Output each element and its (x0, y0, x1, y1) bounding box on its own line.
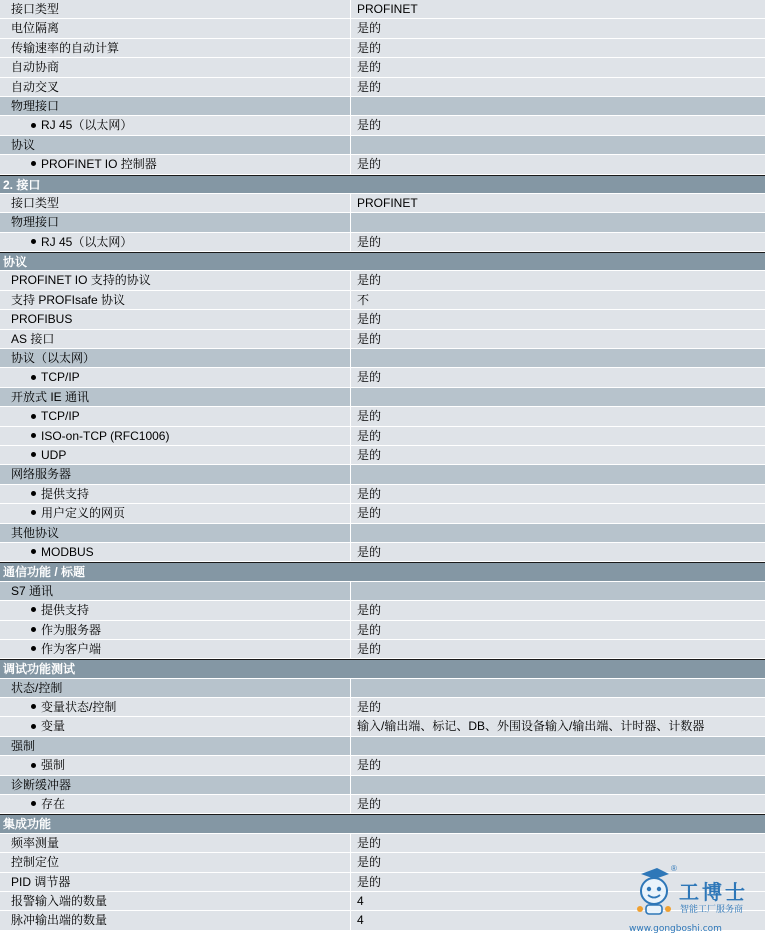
spec-row (0, 756, 765, 775)
row-label: ISO-on-TCP (RFC1006) (41, 428, 170, 443)
section-title: 协议 (3, 255, 28, 270)
row-value (350, 388, 765, 406)
row-value (350, 213, 765, 231)
bullet-icon (31, 452, 36, 457)
spec-row (0, 407, 765, 426)
spec-row (0, 155, 765, 174)
row-value: PROFINET (350, 194, 765, 212)
spec-row (0, 194, 765, 213)
row-value: 是的 (350, 78, 765, 96)
row-value (350, 136, 765, 154)
row-value: 不 (350, 291, 765, 309)
row-label: 自动交叉 (11, 79, 60, 94)
row-label: MODBUS (41, 544, 94, 559)
gongboshi-watermark (627, 864, 763, 940)
watermark-brand: 工博士 (679, 880, 748, 904)
spec-row (0, 0, 765, 19)
bullet-icon (31, 433, 36, 438)
row-label: 物理接口 (11, 98, 60, 113)
row-value: 是的 (350, 58, 765, 76)
row-value: 是的 (350, 407, 765, 425)
spec-row (0, 58, 765, 77)
bullet-icon (31, 704, 36, 709)
row-label: 提供支持 (41, 603, 90, 618)
row-label: PROFINET IO 控制器 (41, 157, 157, 172)
spec-row (0, 485, 765, 504)
subgroup-row (0, 776, 765, 795)
row-value: 是的 (350, 640, 765, 658)
row-label: 强制 (41, 758, 66, 773)
section-title: 调试功能测试 (3, 662, 76, 677)
row-value (350, 524, 765, 542)
subgroup-row (0, 737, 765, 756)
bullet-icon (31, 491, 36, 496)
section-title: 通信功能 / 标题 (3, 565, 86, 580)
row-value: 是的 (350, 873, 765, 891)
row-label: 接口类型 (11, 2, 60, 16)
row-value: 是的 (350, 698, 765, 716)
row-label: 电位隔离 (11, 21, 60, 36)
bullet-icon (31, 763, 36, 768)
watermark-tagline: 智能工厂服务商 (680, 905, 744, 915)
row-label: 变量状态/控制 (41, 700, 117, 715)
row-value: 是的 (350, 330, 765, 348)
row-label: 报警输入端的数量 (11, 893, 108, 908)
spec-row (0, 19, 765, 38)
row-label: 强制 (11, 738, 36, 753)
row-label: 诊断缓冲器 (11, 777, 72, 792)
row-label: TCP/IP (41, 409, 80, 424)
row-value: 是的 (350, 19, 765, 37)
row-label: PROFIBUS (11, 312, 73, 327)
row-label: 控制定位 (11, 855, 60, 870)
row-label: 频率测量 (11, 835, 60, 850)
row-value: 是的 (350, 621, 765, 639)
row-label: PID 调节器 (11, 874, 71, 889)
bullet-icon (31, 239, 36, 244)
spec-row (0, 39, 765, 58)
spec-row (0, 601, 765, 620)
row-label: RJ 45（以太网） (41, 234, 133, 249)
spec-row (0, 310, 765, 329)
row-value: 是的 (350, 853, 765, 871)
row-label: 接口类型 (11, 195, 60, 210)
spec-row (0, 504, 765, 523)
row-value (350, 465, 765, 483)
row-label: 存在 (41, 797, 66, 812)
spec-row (0, 368, 765, 387)
spec-row (0, 291, 765, 310)
row-value: 是的 (350, 504, 765, 522)
row-label: 自动协商 (11, 60, 60, 75)
subgroup-row (0, 465, 765, 484)
spec-row (0, 621, 765, 640)
row-value: 是的 (350, 543, 765, 561)
row-label: 作为服务器 (41, 622, 102, 637)
spec-row (0, 233, 765, 252)
row-value: 是的 (350, 756, 765, 774)
spec-row (0, 640, 765, 659)
row-label: 变量 (41, 719, 66, 734)
spec-row (0, 116, 765, 135)
row-label: 开放式 IE 通讯 (11, 389, 90, 404)
row-value: 4 (350, 911, 765, 929)
row-value: 是的 (350, 427, 765, 445)
row-label: 作为客户端 (41, 641, 102, 656)
row-value: 是的 (350, 116, 765, 134)
spec-row (0, 834, 765, 853)
row-value: 是的 (350, 271, 765, 289)
watermark-url: www.gongboshi.com (629, 924, 722, 934)
row-label: 其他协议 (11, 525, 60, 540)
subgroup-row (0, 97, 765, 116)
row-value: 是的 (350, 601, 765, 619)
bullet-icon (31, 123, 36, 128)
bullet-icon (31, 801, 36, 806)
row-value: 输入/输出端、标记、DB、外围设备输入/输出端、计时器、计数器 (350, 717, 765, 735)
subgroup-row (0, 679, 765, 698)
row-value (350, 582, 765, 600)
row-label: 用户定义的网页 (41, 506, 126, 521)
row-value: 是的 (350, 233, 765, 251)
row-value: 是的 (350, 485, 765, 503)
spec-row (0, 543, 765, 562)
row-label: UDP (41, 447, 67, 462)
row-value (350, 737, 765, 755)
row-value: 是的 (350, 39, 765, 57)
bullet-icon (31, 161, 36, 166)
subgroup-row (0, 524, 765, 543)
spec-row (0, 698, 765, 717)
row-label: TCP/IP (41, 370, 80, 385)
bullet-icon (31, 414, 36, 419)
row-value (350, 97, 765, 115)
row-label: 协议 (11, 137, 36, 152)
spec-row (0, 78, 765, 97)
section-header (0, 814, 765, 833)
spec-row (0, 330, 765, 349)
subgroup-row (0, 582, 765, 601)
row-value (350, 679, 765, 697)
row-value: PROFINET (350, 0, 765, 18)
row-value: 是的 (350, 795, 765, 813)
spec-row (0, 446, 765, 465)
row-value: 是的 (350, 834, 765, 852)
spec-row (0, 717, 765, 736)
bullet-icon (31, 724, 36, 729)
subgroup-row (0, 213, 765, 232)
row-label: 状态/控制 (11, 680, 63, 695)
row-value: 是的 (350, 446, 765, 464)
section-header (0, 252, 765, 271)
bullet-icon (31, 549, 36, 554)
row-label: PROFINET IO 支持的协议 (11, 273, 151, 288)
subgroup-row (0, 388, 765, 407)
row-label: 协议（以太网） (11, 351, 96, 366)
row-value (350, 349, 765, 367)
bullet-icon (31, 375, 36, 380)
row-label: 脉冲输出端的数量 (11, 913, 108, 928)
row-value: 是的 (350, 368, 765, 386)
spec-row (0, 271, 765, 290)
row-value: 是的 (350, 155, 765, 173)
row-label: 网络服务器 (11, 467, 72, 482)
subgroup-row (0, 349, 765, 368)
row-value (350, 776, 765, 794)
bullet-icon (31, 646, 36, 651)
section-header (0, 562, 765, 581)
row-label: 传输速率的自动计算 (11, 40, 120, 55)
spec-row (0, 427, 765, 446)
row-label: AS 接口 (11, 331, 55, 346)
section-title: 集成功能 (3, 817, 52, 832)
bullet-icon (31, 627, 36, 632)
bullet-icon (31, 510, 36, 515)
section-header (0, 659, 765, 678)
row-value: 4 (350, 892, 765, 910)
row-label: 提供支持 (41, 486, 90, 501)
section-title: 2. 接口 (3, 177, 41, 192)
bullet-icon (31, 607, 36, 612)
row-label: RJ 45（以太网） (41, 118, 133, 133)
section-header (0, 175, 765, 194)
subgroup-row (0, 136, 765, 155)
row-label: S7 通讯 (11, 583, 54, 598)
spec-row (0, 795, 765, 814)
row-label: 支持 PROFIsafe 协议 (11, 292, 126, 307)
row-label: 物理接口 (11, 215, 60, 230)
row-value: 是的 (350, 310, 765, 328)
registered-mark: ® (671, 864, 677, 873)
